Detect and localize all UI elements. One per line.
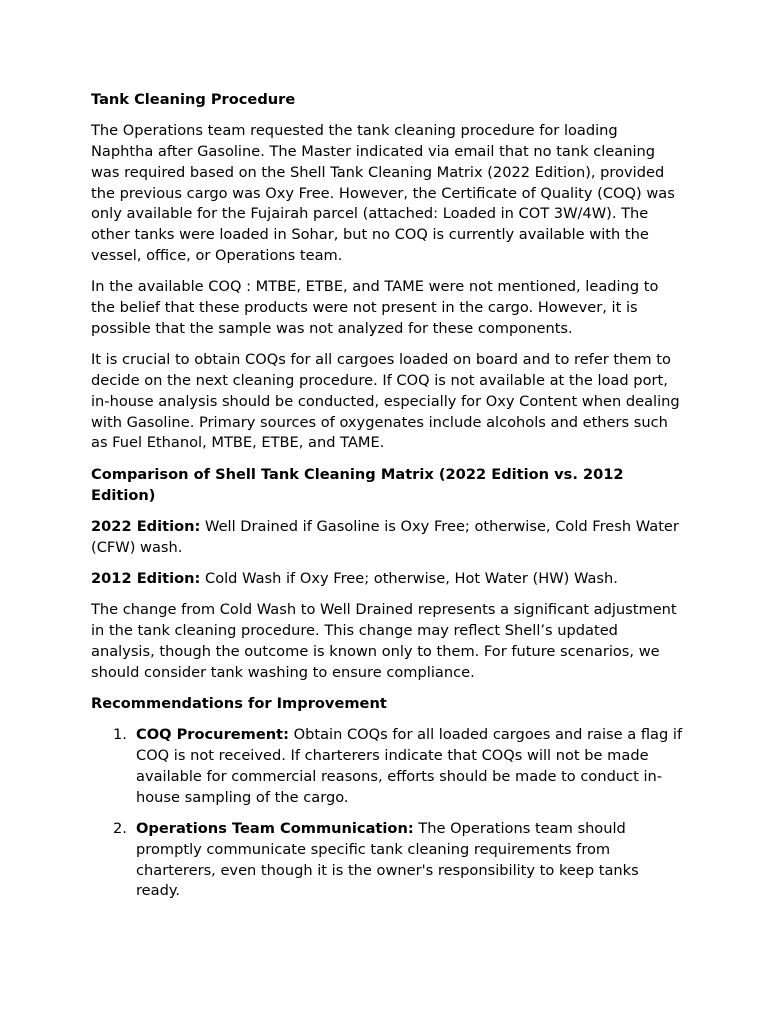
comparison-summary: The change from Cold Wash to Well Drained represents a significant adjustment in the tank cleaning procedure. This change may reflect Shell’s updated analysis, though the outcome is known only to them. For future scenarios, we should consider tank washing to ensure compliance. xyxy=(91,601,677,681)
edition-2022-label: 2022 Edition: xyxy=(91,517,201,535)
recommendations-list xyxy=(91,725,683,902)
intro-paragraph: In the available COQ : MTBE, ETBE, and TAME were not mentioned, leading to the belief that these products were not present in the cargo. However, it is possible that the sample was not analyzed for these components. xyxy=(91,278,659,337)
list-item-number: 1. xyxy=(113,726,127,744)
comparison-heading: Comparison of Shell Tank Cleaning Matrix (2022 Edition vs. 2012 Edition) xyxy=(91,465,624,504)
edition-2012-text: Cold Wash if Oxy Free; otherwise, Hot Water (HW) Wash. xyxy=(200,569,618,587)
list-item-text: Obtain COQs for all loaded cargoes and raise a flag if COQ is not received. If charterers indicate that COQs will not be made available for commercial reasons, efforts should be made to conduct in-house sampling of the cargo. xyxy=(136,726,683,806)
list-item xyxy=(91,819,683,902)
list-item-number: 2. xyxy=(113,819,127,837)
recommendations-heading: Recommendations for Improvement xyxy=(91,694,387,712)
edition-2022-text: Well Drained if Gasoline is Oxy Free; otherwise, Cold Fresh Water (CFW) wash. xyxy=(91,517,679,556)
list-item-text: The Operations team should promptly communicate specific tank cleaning requirements from charterers, even though it is the owner's responsibility to keep tanks ready. xyxy=(136,819,639,900)
edition-2012-paragraph xyxy=(91,569,683,590)
list-item-label: COQ Procurement: xyxy=(136,726,289,744)
intro-paragraph: The Operations team requested the tank cleaning procedure for loading Naphtha after Gasoline. The Master indicated via email that no tank cleaning was required based on the Shell Tank Cleaning Matrix (2022 Edition), provided the previous cargo was Oxy Free. However, the Certificate of Quality (COQ) was only available for the Fujairah parcel (attached: Loaded in COT 3W/4W). The other tanks were loaded in Sohar, but no COQ is currently available with the vessel, office, or Operations team. xyxy=(91,122,675,265)
list-item-label: Operations Team Communication: xyxy=(136,819,414,837)
document-page xyxy=(91,90,683,913)
intro-paragraph: It is crucial to obtain COQs for all cargoes loaded on board and to refer them to decide on the next cleaning procedure. If COQ is not available at the load port, in-house analysis should be conducted, especially for Oxy Content when dealing with Gasoline. Primary sources of oxygenates include alcohols and ethers such as Fuel Ethanol, MTBE, ETBE, and TAME. xyxy=(91,351,680,452)
edition-2022-paragraph xyxy=(91,517,683,559)
document-title: Tank Cleaning Procedure xyxy=(91,91,296,108)
list-item xyxy=(91,725,683,808)
edition-2012-label: 2012 Edition: xyxy=(91,569,201,587)
